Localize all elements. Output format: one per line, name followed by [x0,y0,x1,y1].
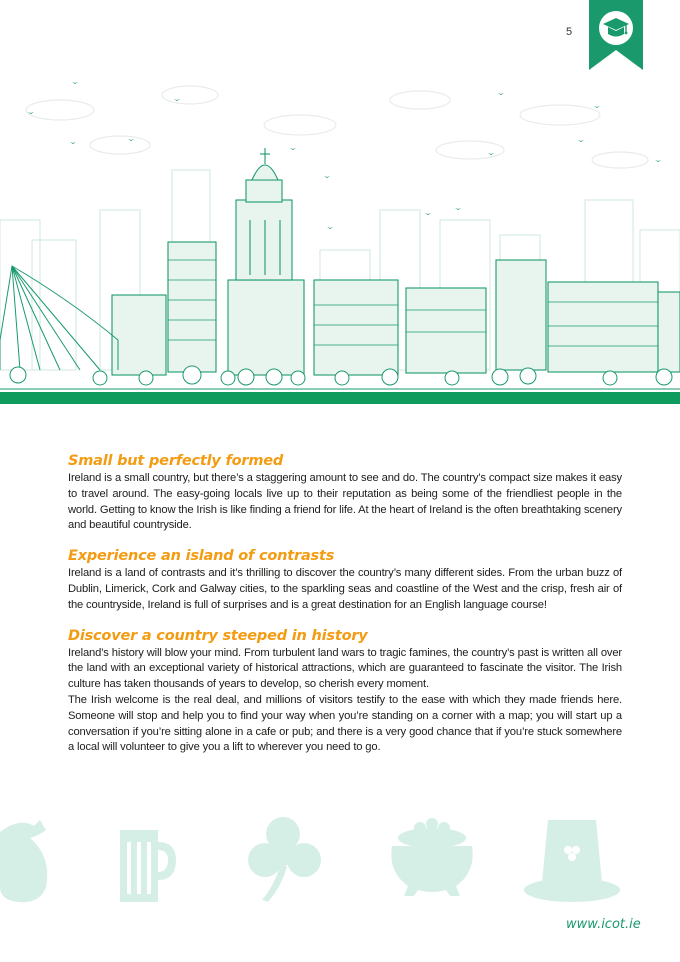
website-link[interactable]: www.icot.ie [566,917,641,932]
pot-of-gold-icon [391,818,472,896]
footer-icon-row [0,812,680,912]
section-paragraph: Ireland’s history will blow your mind. From turbulent land wars to tragic famines, the country’s past is written all over the land with an exceptional variety of historical attractions, which are guaranteed to fascinate the visitor. The Irish culture has taken thousands of years to develop, so cherish every moment. [68,646,622,691]
section-island-of-contrasts [68,547,622,613]
badge-ribbon [589,0,643,70]
bird-icons [28,82,661,229]
section-small-but-perfectly-formed [68,452,622,534]
graduation-cap-icon [599,11,633,45]
section-heading: Small but perfectly formed [68,453,284,469]
section-heading: Discover a country steeped in history [68,627,368,644]
section-steeped-in-history [68,627,622,757]
city-skyline-illustration [0,70,680,410]
section-heading: Experience an island of contrasts [68,548,335,565]
shamrock-icon [248,817,321,902]
section-paragraph: Ireland is a small country, but there’s a staggering amount to see and do. The country’s compact size makes it easy to travel around. The easy-going locals live up to their reputation as being some of the friendliest people in the world. Getting to know the Irish is like finding a friend for life. At the heart of Ireland is the often breathtaking scenery and beautiful countryside. [68,472,622,532]
section-paragraph: The Irish welcome is the real deal, and millions of visitors testify to the ease with which they made friends here. Someone will stop and help you to find your way when you’re standing on a corner with a map; you will start up a conversation if you’re sitting alone in a cafe or pub; and there is a very good chance that if you’re stuck somewhere a local will volunteer to give you a lift to wherever you need to go. [68,693,622,754]
beer-mug-icon [120,830,176,902]
article-body [68,452,622,769]
section-paragraph: Ireland is a land of contrasts and it’s thrilling to discover the country’s many different sides. From the urban buzz of Dublin, Limerick, Cork and Galway cities, to the sparkling seas and coastline of the West and the crisp, fresh air of the countryside, Ireland is full of surprises and is a great destination for an English language course! [68,567,622,611]
leprechaun-hat-icon [524,820,620,902]
money-bag-icon [0,820,47,902]
page-number: 5 [566,26,573,38]
